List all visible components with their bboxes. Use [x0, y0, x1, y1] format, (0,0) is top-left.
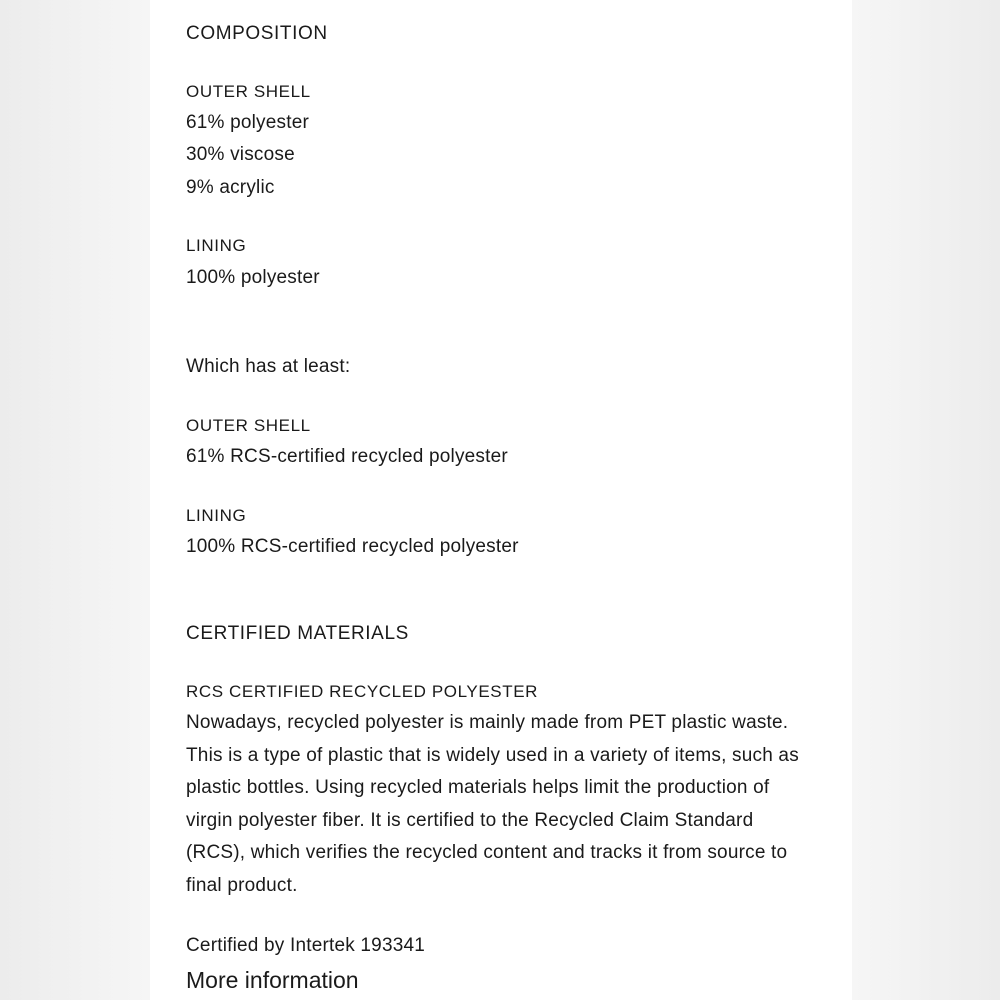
composition-panel — [150, 0, 852, 1000]
certifier-text: Certified by Intertek 193341 — [186, 935, 426, 956]
more-information-link[interactable]: More information — [186, 967, 359, 993]
outer-shell-item: 61% polyester — [186, 112, 310, 133]
recycled-intro: Which has at least: — [186, 356, 351, 377]
right-background — [850, 0, 1000, 1000]
outer-shell-label: OUTER SHELL — [186, 82, 311, 101]
outer-shell-item: 9% acrylic — [186, 177, 275, 198]
recycled-lining-value: 100% RCS-certified recycled polyester — [186, 536, 519, 557]
composition-heading: COMPOSITION — [186, 23, 328, 44]
lining-label: LINING — [186, 236, 247, 255]
certified-material-label: RCS CERTIFIED RECYCLED POLYESTER — [186, 682, 539, 701]
lining-item: 100% polyester — [186, 267, 320, 288]
recycled-outer-shell-label: OUTER SHELL — [186, 416, 311, 435]
certified-materials-heading: CERTIFIED MATERIALS — [186, 623, 409, 644]
left-background — [0, 0, 150, 1000]
recycled-lining-label: LINING — [186, 506, 247, 525]
recycled-outer-shell-value: 61% RCS-certified recycled polyester — [186, 446, 508, 467]
certified-material-description: Nowadays, recycled polyester is mainly made from PET plastic waste. This is a type of plastic that is widely used in a variety of items, such as plastic bottles. Using recycled materials helps limit the production of virgin polyester fiber. It is certified to the Recycled Claim Standard (RCS), which verifies the recycled content and tracks it from source to final product. — [186, 712, 799, 896]
outer-shell-item: 30% viscose — [186, 144, 295, 165]
